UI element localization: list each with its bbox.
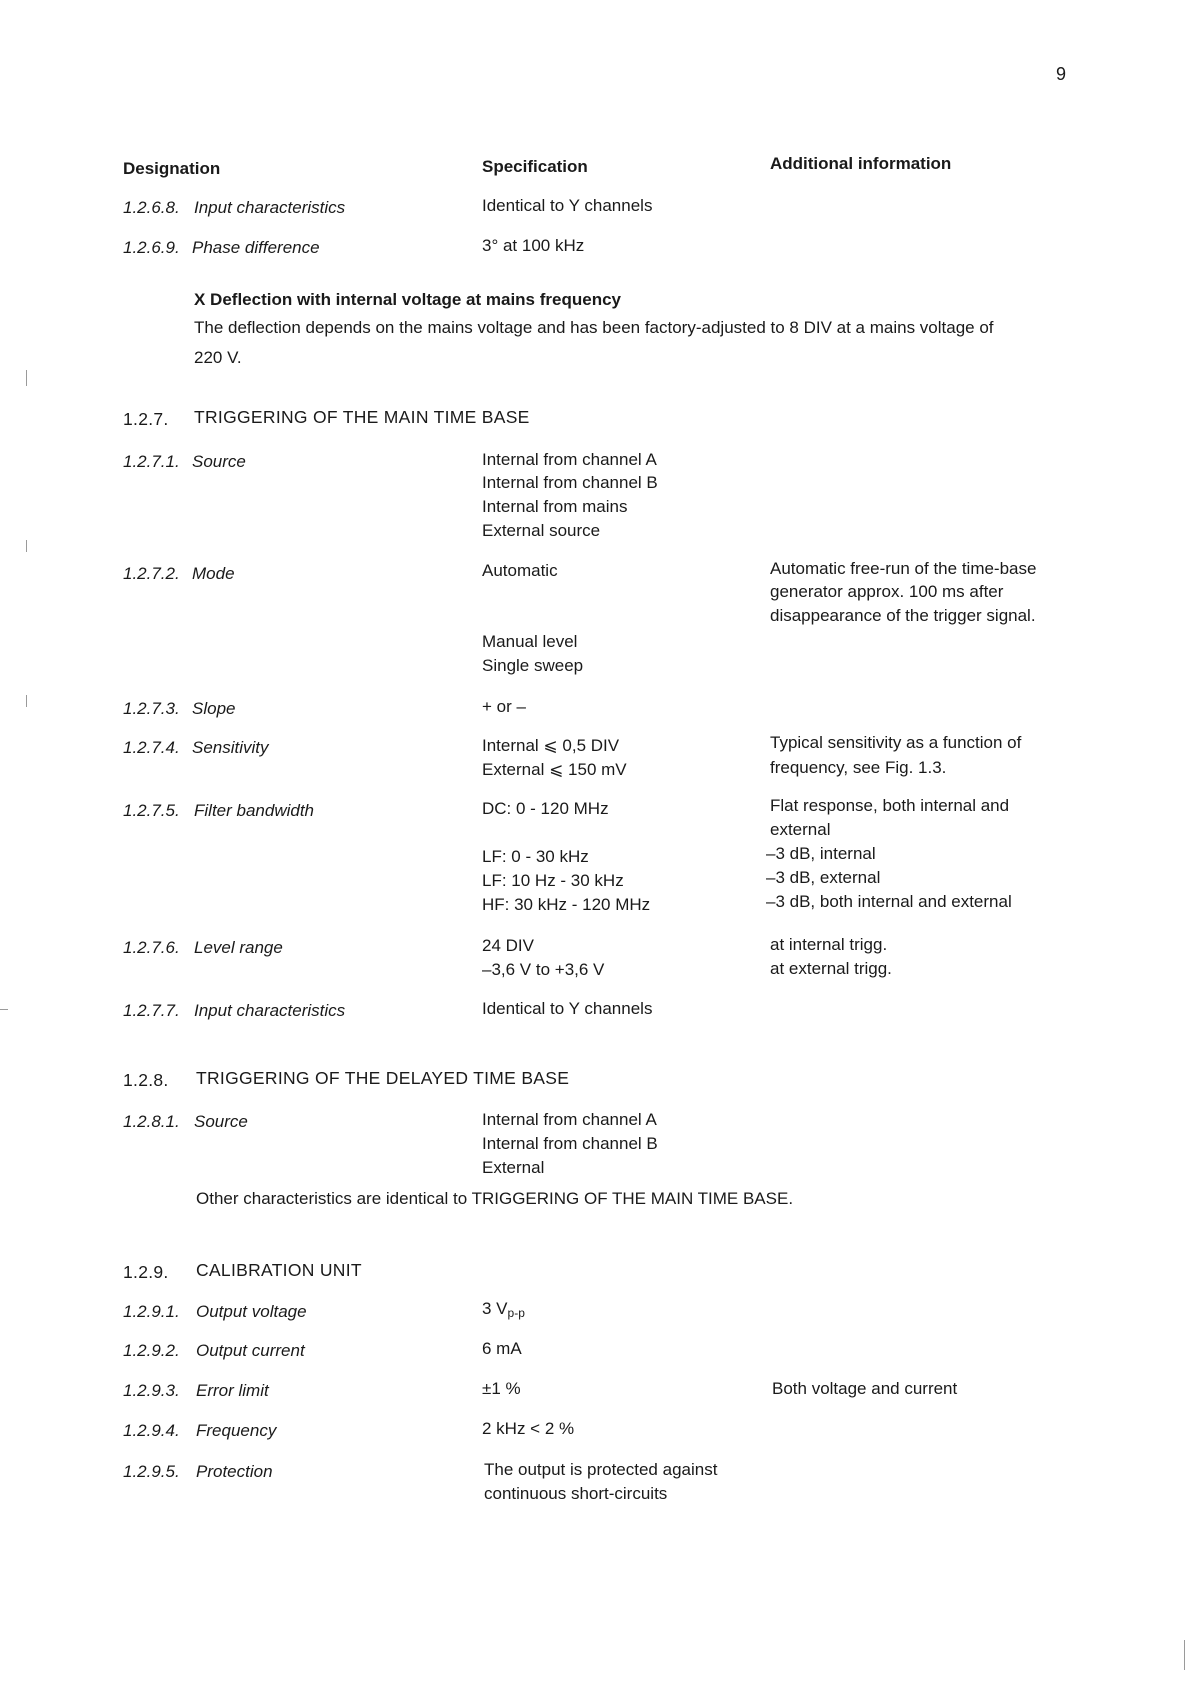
item-name: Error limit — [196, 1381, 269, 1400]
header-specification: Specification — [482, 157, 588, 176]
item-name: Frequency — [196, 1421, 277, 1440]
item-number: 1.2.7.4. — [123, 738, 180, 757]
item-name: Input characteristics — [194, 198, 346, 217]
item-spec-line: LF: 0 - 30 kHz — [482, 847, 589, 866]
header-additional-information: Additional information — [770, 154, 952, 173]
item-name: Mode — [192, 564, 235, 583]
item-info-line: –3 dB, internal — [766, 844, 876, 863]
item-info-line: disappearance of the trigger signal. — [770, 606, 1036, 625]
item-name: Slope — [192, 699, 236, 718]
item-spec-line: Internal from channel A — [482, 450, 657, 469]
item-info-line: –3 dB, both internal and external — [766, 892, 1012, 911]
item-info-line: Flat response, both internal and — [770, 796, 1010, 815]
item-spec-line: External — [482, 1158, 545, 1177]
item-info-line: at external trigg. — [770, 959, 892, 978]
item-spec-line: LF: 10 Hz - 30 kHz — [482, 871, 624, 890]
section-title: TRIGGERING OF THE MAIN TIME BASE — [194, 407, 530, 427]
item-number: 1.2.6.8. — [123, 198, 180, 217]
item-spec: Identical to Y channels — [482, 999, 653, 1018]
item-number: 1.2.7.1. — [123, 452, 180, 471]
section-number: 1.2.7. — [123, 409, 169, 429]
item-number: 1.2.8.1. — [123, 1112, 180, 1131]
item-spec: Single sweep — [482, 656, 584, 675]
item-spec-line: HF: 30 kHz - 120 MHz — [482, 895, 651, 914]
item-name: Output voltage — [196, 1302, 307, 1321]
item-spec-line: The output is protected against — [484, 1460, 718, 1479]
item-name: Input characteristics — [194, 1001, 346, 1020]
xdeflection-text-line: The deflection depends on the mains voltage and has been factory-adjusted to 8 DIV at a mains voltage of — [194, 318, 994, 337]
item-number: 1.2.7.5. — [123, 801, 180, 820]
item-info-line: Typical sensitivity as a function of — [770, 733, 1022, 752]
item-info-line: –3 dB, external — [766, 868, 881, 887]
item-spec: DC: 0 - 120 MHz — [482, 799, 609, 818]
section-title: TRIGGERING OF THE DELAYED TIME BASE — [196, 1068, 570, 1088]
margin-mark — [0, 1009, 8, 1010]
item-number: 1.2.9.3. — [123, 1381, 180, 1400]
section-number: 1.2.8. — [123, 1070, 169, 1090]
item-spec: 2 kHz < 2 % — [482, 1419, 575, 1438]
item-number: 1.2.9.5. — [123, 1462, 180, 1481]
item-info-line: external — [770, 820, 831, 839]
item-name: Phase difference — [192, 238, 320, 257]
item-info-line: frequency, see Fig. 1.3. — [770, 758, 947, 777]
item-info-line: Automatic free-run of the time-base — [770, 559, 1037, 578]
item-spec: 3° at 100 kHz — [482, 236, 585, 255]
item-number: 1.2.6.9. — [123, 238, 180, 257]
item-name: Source — [192, 452, 246, 471]
xdeflection-text-line: 220 V. — [194, 348, 242, 367]
item-name: Sensitivity — [192, 738, 269, 757]
item-spec — [482, 1297, 525, 1325]
item-spec: ±1 % — [482, 1379, 521, 1398]
item-number: 1.2.9.2. — [123, 1341, 180, 1360]
xdeflection-title: X Deflection with internal voltage at mains frequency — [194, 290, 621, 309]
item-number: 1.2.7.6. — [123, 938, 180, 957]
margin-mark — [26, 370, 27, 386]
item-number: 1.2.9.4. — [123, 1421, 180, 1440]
item-spec: Manual level — [482, 632, 578, 651]
item-number: 1.2.7.2. — [123, 564, 180, 583]
section-title: CALIBRATION UNIT — [196, 1260, 362, 1280]
item-spec-line: Internal from channel B — [482, 1134, 658, 1153]
item-spec-line: Internal from channel A — [482, 1110, 657, 1129]
item-spec-line: Internal ⩽ 0,5 DIV — [482, 736, 620, 755]
output-voltage-value: 3 V — [482, 1299, 508, 1318]
item-spec: + or – — [482, 697, 526, 716]
item-spec-line: External ⩽ 150 mV — [482, 760, 627, 779]
item-info-line: generator approx. 100 ms after — [770, 582, 1004, 601]
item-spec-line: External source — [482, 521, 601, 540]
item-spec-line: continuous short-circuits — [484, 1484, 668, 1503]
item-name: Source — [194, 1112, 248, 1131]
item-info: Both voltage and current — [772, 1379, 958, 1398]
item-spec-line: 24 DIV — [482, 936, 534, 955]
item-spec-line: –3,6 V to +3,6 V — [482, 960, 605, 979]
margin-mark — [26, 695, 27, 707]
margin-mark — [1184, 1640, 1185, 1670]
item-number: 1.2.7.3. — [123, 699, 180, 718]
item-spec-line: Internal from mains — [482, 497, 628, 516]
page-number: 9 — [1056, 64, 1067, 84]
item-name: Output current — [196, 1341, 305, 1360]
item-spec: Identical to Y channels — [482, 196, 653, 215]
item-spec: 6 mA — [482, 1339, 522, 1358]
item-number: 1.2.7.7. — [123, 1001, 180, 1020]
section-number: 1.2.9. — [123, 1262, 169, 1282]
item-number: 1.2.9.1. — [123, 1302, 180, 1321]
item-name: Level range — [194, 938, 283, 957]
header-designation: Designation — [123, 159, 221, 178]
item-name: Protection — [196, 1462, 273, 1481]
item-name: Filter bandwidth — [194, 801, 315, 820]
other-characteristics-note: Other characteristics are identical to TRIGGERING OF THE MAIN TIME BASE. — [196, 1189, 794, 1208]
output-voltage-unit-sub: p-p — [507, 1306, 525, 1320]
item-spec-line: Internal from channel B — [482, 473, 658, 492]
item-info-line: at internal trigg. — [770, 935, 888, 954]
margin-mark — [26, 540, 27, 552]
item-spec: Automatic — [482, 561, 558, 580]
